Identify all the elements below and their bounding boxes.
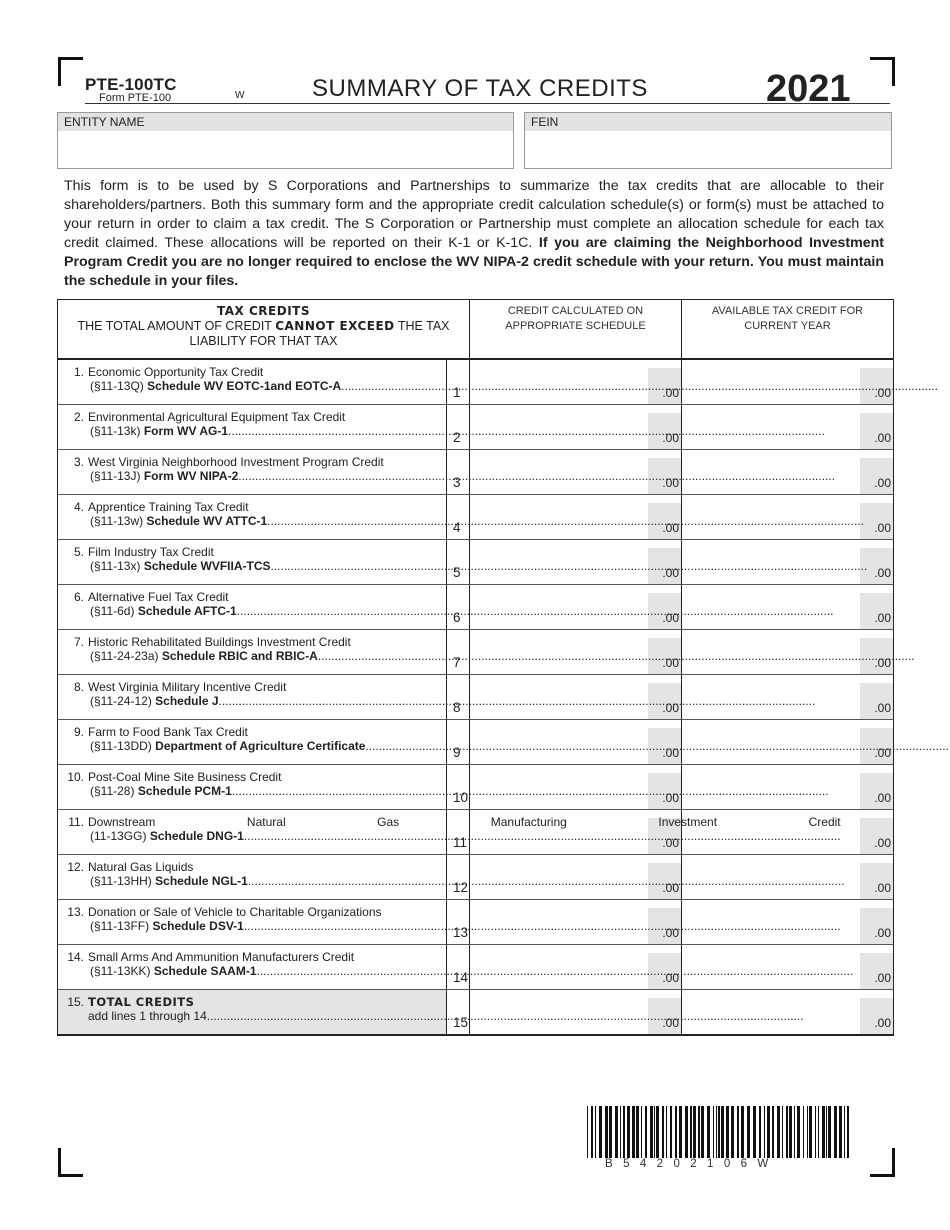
credit-row <box>58 945 894 990</box>
credit-description <box>58 765 447 810</box>
tax-credits-header <box>58 300 470 360</box>
credit-row <box>58 495 894 540</box>
credit-form-reference: Schedule WVFIIA-TCS <box>143 559 271 573</box>
barcode-bar <box>645 1106 647 1158</box>
barcode-bar <box>627 1106 630 1158</box>
tax-credits-table <box>57 299 894 1036</box>
credit-title: Post-Coal Mine Site Business Credit <box>88 770 282 784</box>
leader-dots <box>365 739 950 753</box>
cents-cell: .00 <box>860 458 893 494</box>
credit-row <box>58 855 894 900</box>
credit-description <box>58 945 447 990</box>
cents-cell: .00 <box>860 368 893 404</box>
barcode-bar <box>656 1106 659 1158</box>
line-box-number: 7 <box>447 630 470 675</box>
cents-cell: .00 <box>860 503 893 539</box>
line-number: 6. <box>73 590 84 604</box>
total-credits-title: TOTAL CREDITS <box>88 995 195 1009</box>
credit-row <box>58 405 894 450</box>
header-note-start: THE TOTAL AMOUNT OF CREDIT <box>77 319 272 333</box>
credit-form-reference: Schedule SAAM-1 <box>153 964 257 978</box>
barcode-bar <box>772 1106 774 1158</box>
barcode-bar <box>815 1106 816 1158</box>
barcode-bar <box>679 1106 682 1158</box>
barcode-bar <box>693 1106 696 1158</box>
barcode-bar <box>605 1106 608 1158</box>
cents-cell: .00 <box>860 773 893 809</box>
credit-form-reference: Schedule WV ATTC-1 <box>146 514 268 528</box>
cents-cell: .00 <box>860 818 893 854</box>
credit-citation: (§11-13FF) <box>90 919 150 933</box>
credit-row <box>58 765 894 810</box>
barcode-bar <box>741 1106 744 1158</box>
credit-citation: (§11-13k) <box>90 424 141 438</box>
credit-title: Environmental Agricultural Equipment Tax Credit <box>88 410 346 424</box>
tax-year: 2021 <box>766 68 851 110</box>
leader-dots <box>248 874 845 888</box>
barcode-bar <box>685 1106 688 1158</box>
credit-row <box>58 720 894 765</box>
cents-cell: .00 <box>648 953 681 989</box>
credit-form-reference: Department of Agriculture Certificate <box>155 739 366 753</box>
cents-cell: .00 <box>648 413 681 449</box>
cents-cell: .00 <box>648 908 681 944</box>
line-box-number: 2 <box>447 405 470 450</box>
barcode-bar <box>726 1106 729 1158</box>
barcode-bar <box>777 1106 780 1158</box>
corner-mark-top-right <box>870 57 895 86</box>
line-box-number: 12 <box>447 855 470 900</box>
cents-cell: .00 <box>648 728 681 764</box>
credit-form-reference: Form WV NIPA-2 <box>143 469 239 483</box>
form-marker: W <box>235 90 245 101</box>
cents-cell: .00 <box>648 548 681 584</box>
credit-description <box>58 495 447 540</box>
credit-row <box>58 900 894 945</box>
corner-mark-bottom-left <box>58 1148 83 1177</box>
barcode-bar <box>587 1106 588 1158</box>
barcode-bar <box>641 1106 642 1158</box>
credit-form-reference: Schedule WV EOTC-1and EOTC-A <box>147 379 342 393</box>
corner-mark-bottom-right <box>870 1148 895 1177</box>
instructions-paragraph <box>64 177 884 291</box>
header-note-end: THE TAX LIABILITY FOR THAT TAX <box>189 319 450 348</box>
line-box-number: 8 <box>447 675 470 720</box>
line-number: 1. <box>73 365 84 379</box>
cents-cell: .00 <box>648 638 681 674</box>
credit-description <box>58 585 447 630</box>
barcode-bar <box>794 1106 795 1158</box>
barcode-bar <box>632 1106 635 1158</box>
barcode-bar <box>731 1106 734 1158</box>
barcode-bar <box>591 1106 593 1158</box>
cents-cell: .00 <box>860 998 893 1034</box>
barcode-bar <box>701 1106 704 1158</box>
credit-description <box>58 855 447 900</box>
credit-row <box>58 540 894 585</box>
line-box-number: 9 <box>447 720 470 765</box>
fein-value[interactable] <box>525 131 891 169</box>
cents-cell: .00 <box>648 773 681 809</box>
barcode-bar <box>786 1106 788 1158</box>
line-box-number: 5 <box>447 540 470 585</box>
barcode-bar <box>834 1106 837 1158</box>
barcode-bar <box>650 1106 653 1158</box>
credit-form-reference: Schedule DSV-1 <box>152 919 244 933</box>
barcode-bar <box>670 1106 672 1158</box>
credit-row <box>58 675 894 720</box>
barcode-bar <box>797 1106 800 1158</box>
barcode-bar <box>615 1106 618 1158</box>
barcode-bar <box>737 1106 739 1158</box>
line-number: 8. <box>73 680 84 694</box>
leader-dots <box>228 424 825 438</box>
total-description <box>58 990 447 1036</box>
credit-form-reference: Schedule DNG-1 <box>149 829 244 843</box>
credit-title: West Virginia Neighborhood Investment Program Credit <box>88 455 384 469</box>
credit-citation: (§11-28) <box>90 784 135 798</box>
line-box-number: 14 <box>447 945 470 990</box>
barcode-bar <box>828 1106 831 1158</box>
leader-dots <box>244 829 841 843</box>
cents-cell: .00 <box>860 593 893 629</box>
credit-citation: (§11-24-23a) <box>90 649 159 663</box>
page-title: SUMMARY OF TAX CREDITS <box>312 75 648 102</box>
line-box-number: 15 <box>447 990 470 1036</box>
barcode-bar <box>666 1106 667 1158</box>
credit-description <box>58 359 447 405</box>
credit-description <box>58 405 447 450</box>
line-box-number: 13 <box>447 900 470 945</box>
credit-title: Apprentice Training Tax Credit <box>88 500 249 514</box>
credit-title: Film Industry Tax Credit <box>88 545 214 559</box>
line-number: 2. <box>73 410 84 424</box>
leader-dots <box>232 784 829 798</box>
cents-cell: .00 <box>648 503 681 539</box>
total-instruction: add lines 1 through 14 <box>88 1009 207 1023</box>
leader-dots <box>237 604 834 618</box>
credit-form-reference: Schedule NGL-1 <box>155 874 248 888</box>
credit-description <box>58 450 447 495</box>
credit-row <box>58 359 894 405</box>
credit-citation: (§11-13DD) <box>90 739 152 753</box>
line-box-number: 10 <box>447 765 470 810</box>
line-number: 11. <box>68 815 84 829</box>
credit-citation: (§11-13KK) <box>90 964 151 978</box>
line-box-number: 3 <box>447 450 470 495</box>
barcode-bar <box>623 1106 625 1158</box>
line-number: 13. <box>67 905 84 919</box>
credit-title: Historic Rehabilitated Buildings Investment Credit <box>88 635 351 649</box>
credit-calculated-header: CREDIT CALCULATED ON APPROPRIATE SCHEDULE <box>470 300 682 360</box>
credit-description <box>58 720 447 765</box>
cents-cell: .00 <box>648 998 681 1034</box>
line-number: 14. <box>67 950 84 964</box>
line-box-number: 6 <box>447 585 470 630</box>
form-subtitle: Form PTE-100 <box>99 92 172 104</box>
leader-dots <box>244 919 841 933</box>
cents-cell: .00 <box>860 548 893 584</box>
credit-form-reference: Form WV AG-1 <box>143 424 229 438</box>
credit-description <box>58 630 447 675</box>
barcode-bar <box>847 1106 849 1158</box>
credit-row <box>58 810 894 855</box>
instructions-bold-note: If you are claiming the Neighborhood Investment Program Credit you are no longer required to enclose the WV NIPA-2 credit schedule with your return. You must maintain the schedule in your files. <box>64 235 884 289</box>
barcode-bar <box>713 1106 714 1158</box>
credit-citation: (11-13GG) <box>90 829 147 843</box>
line-box-number: 1 <box>447 359 470 405</box>
available-credit-header: AVAILABLE TAX CREDIT FOR CURRENT YEAR <box>682 300 894 360</box>
barcode-bar <box>747 1106 750 1158</box>
barcode-bar <box>698 1106 700 1158</box>
barcode-text: B54202106W <box>605 1158 779 1170</box>
barcode-bar <box>807 1106 808 1158</box>
cents-cell: .00 <box>860 638 893 674</box>
total-credits-row <box>58 990 894 1036</box>
entity-name-label: ENTITY NAME <box>58 113 513 131</box>
leader-dots <box>267 514 864 528</box>
line-number: 15. <box>67 995 84 1009</box>
barcode-bar <box>675 1106 677 1158</box>
barcode-bar <box>662 1106 664 1158</box>
barcode-bar <box>721 1106 724 1158</box>
credit-title: Downstream Natural Gas Manufacturing Investment Credit <box>88 815 841 829</box>
cents-cell: .00 <box>860 908 893 944</box>
cents-cell: .00 <box>648 683 681 719</box>
barcode-bar <box>839 1106 842 1158</box>
barcode-bar <box>782 1106 783 1158</box>
cents-cell: .00 <box>648 818 681 854</box>
leader-dots <box>238 469 835 483</box>
cents-cell: .00 <box>648 458 681 494</box>
leader-dots <box>271 559 868 573</box>
barcode-bar <box>599 1106 602 1158</box>
cents-cell: .00 <box>860 863 893 899</box>
leader-dots <box>219 694 816 708</box>
line-number: 5. <box>73 545 84 559</box>
leader-dots <box>318 649 915 663</box>
barcode-bar <box>636 1106 639 1158</box>
credit-form-reference: Schedule PCM-1 <box>137 784 232 798</box>
cents-cell: .00 <box>860 683 893 719</box>
line-number: 7. <box>73 635 84 649</box>
barcode-bar <box>767 1106 770 1158</box>
barcode-bar <box>595 1106 596 1158</box>
barcode-bar <box>818 1106 819 1158</box>
cents-cell: .00 <box>860 953 893 989</box>
credit-title: Alternative Fuel Tax Credit <box>88 590 229 604</box>
credit-citation: (§11-13Q) <box>90 379 144 393</box>
barcode-bar <box>809 1106 812 1158</box>
barcode-bar <box>822 1106 825 1158</box>
barcode-bar <box>690 1106 692 1158</box>
credit-title: Donation or Sale of Vehicle to Charitable Organizations <box>88 905 382 919</box>
credit-form-reference: Schedule J <box>155 694 219 708</box>
leader-dots <box>207 1009 804 1023</box>
credit-form-reference: Schedule AFTC-1 <box>137 604 237 618</box>
tax-credits-heading: TAX CREDITS <box>217 304 310 318</box>
line-number: 3. <box>73 455 84 469</box>
credit-citation: (§11-24-12) <box>90 694 152 708</box>
line-number: 10. <box>67 770 84 784</box>
fein-field[interactable] <box>524 112 892 169</box>
credit-row <box>58 630 894 675</box>
leader-dots <box>257 964 854 978</box>
line-number: 12. <box>67 860 84 874</box>
line-box-number: 11 <box>447 810 470 855</box>
leader-dots <box>341 379 938 393</box>
line-number: 4. <box>73 500 84 514</box>
entity-name-field[interactable] <box>57 112 514 169</box>
barcode-bar <box>718 1106 720 1158</box>
cents-cell: .00 <box>860 728 893 764</box>
header-note-emphasis: CANNOT EXCEED <box>275 319 395 333</box>
cents-cell: .00 <box>648 368 681 404</box>
credit-citation: (§11-13w) <box>90 514 144 528</box>
barcode-bar <box>759 1106 761 1158</box>
barcode-bar <box>620 1106 621 1158</box>
cents-cell: .00 <box>860 413 893 449</box>
barcode-bar <box>844 1106 845 1158</box>
barcode-bar <box>764 1106 765 1158</box>
corner-mark-top-left <box>58 57 83 86</box>
credit-description <box>58 900 447 945</box>
barcode-bar <box>707 1106 710 1158</box>
header-divider <box>85 103 890 104</box>
fein-label: FEIN <box>525 113 891 131</box>
line-number: 9. <box>73 725 84 739</box>
cents-cell: .00 <box>648 863 681 899</box>
credit-citation: (§11-6d) <box>90 604 135 618</box>
credit-title: Economic Opportunity Tax Credit <box>88 365 264 379</box>
barcode-bar <box>803 1106 804 1158</box>
barcode-bar <box>716 1106 717 1158</box>
barcode-bar <box>609 1106 612 1158</box>
barcode-bar <box>789 1106 792 1158</box>
credit-description <box>58 540 447 585</box>
barcode-bar <box>826 1106 827 1158</box>
credit-title: West Virginia Military Incentive Credit <box>88 680 287 694</box>
barcode-bar <box>753 1106 756 1158</box>
entity-name-value[interactable] <box>58 131 513 169</box>
barcode <box>587 1106 852 1158</box>
credit-citation: (§11-13x) <box>90 559 141 573</box>
credit-row <box>58 450 894 495</box>
credit-citation: (§11-13J) <box>90 469 141 483</box>
credit-title: Natural Gas Liquids <box>88 860 194 874</box>
form-id: PTE-100TC <box>85 75 177 94</box>
instructions-text: This form is to be used by S Corporations and Partnerships to summarize the tax credits that are allocable to their shareholders/partners. Both this summary form and the appropriate credit calculation schedule(s) or form(s) must be attached to your return in order to claim a tax credit. The S Corporation or Partnership must complete an allocation schedule for each tax credit claimed. These allocations will be reported on their K-1 or K-1C. <box>64 178 884 251</box>
credit-title: Farm to Food Bank Tax Credit <box>88 725 248 739</box>
cents-cell: .00 <box>648 593 681 629</box>
line-box-number: 4 <box>447 495 470 540</box>
credit-description <box>58 675 447 720</box>
credit-title: Small Arms And Ammunition Manufacturers Credit <box>88 950 355 964</box>
credit-row <box>58 585 894 630</box>
credit-citation: (§11-13HH) <box>90 874 152 888</box>
barcode-bar <box>654 1106 655 1158</box>
credit-form-reference: Schedule RBIC and RBIC-A <box>161 649 318 663</box>
